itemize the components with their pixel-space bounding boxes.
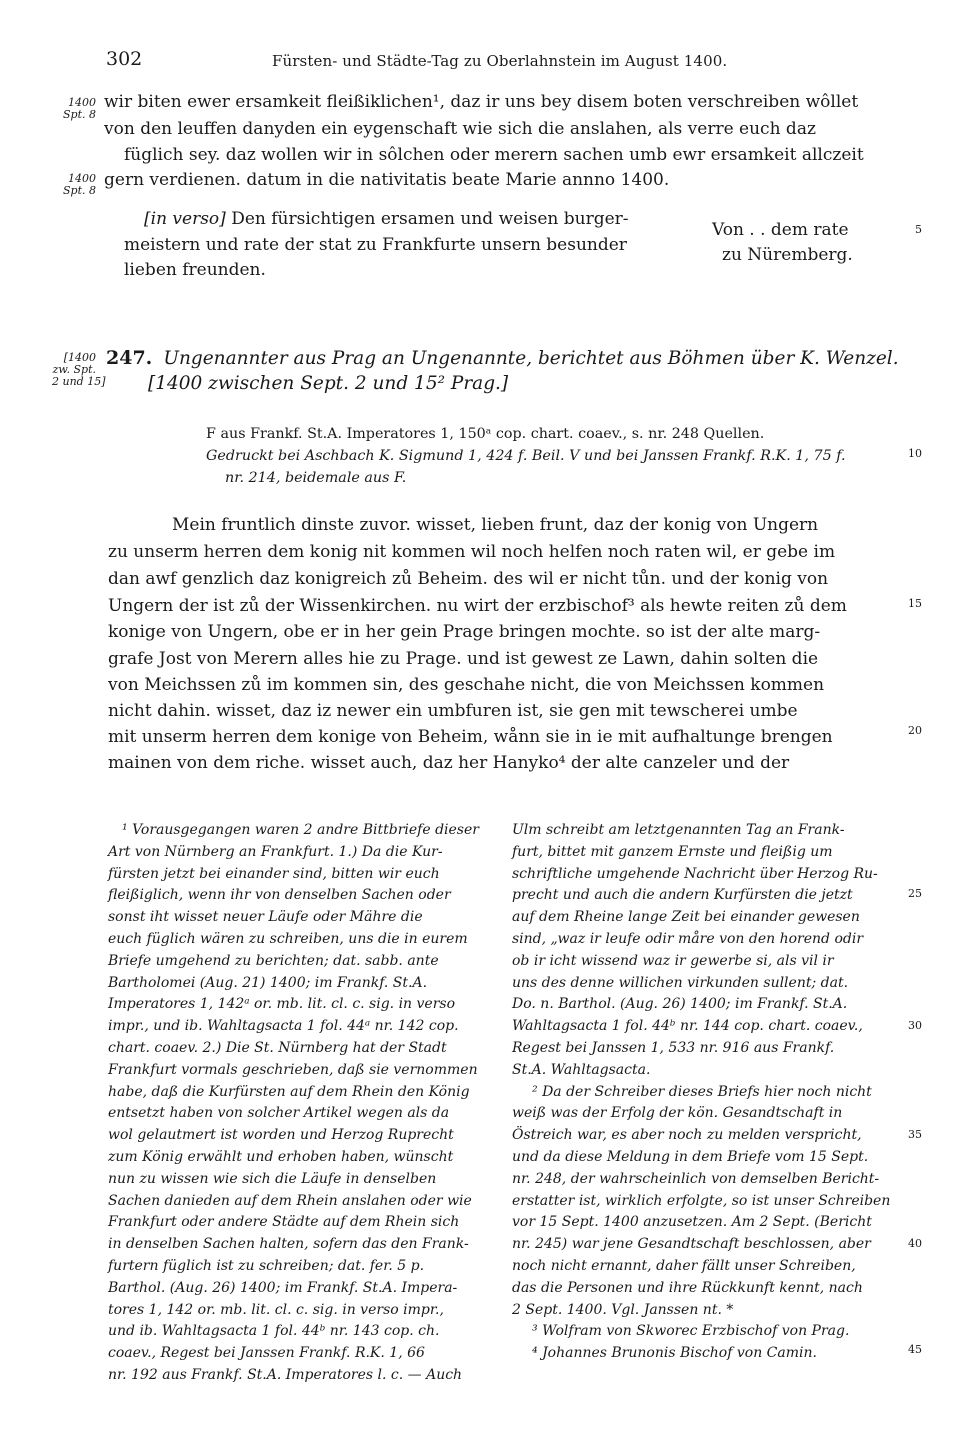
document-title: Ungenannter aus Prag an Ungenannte, berichtet aus Böhmen über K. Wenzel. (163, 348, 899, 369)
source-line: nr. 214, beidemale aus F. (225, 470, 407, 486)
footnote-line: nr. 248, der wahrscheinlich von demselben Bericht- (512, 1170, 880, 1187)
line-number: 30 (908, 1019, 922, 1032)
footnote-line: nr. 192 aus Frankf. St.A. Imperatores l. c. — Auch (108, 1367, 463, 1383)
document-number: 247. (106, 347, 153, 369)
footnote-line: ¹ Vorausgegangen waren 2 andre Bittbriefe dieser (122, 822, 479, 838)
footnote-line: und da diese Meldung in dem Briefe vom 15 Sept. (512, 1149, 869, 1165)
verso-label: [in verso] (144, 209, 226, 229)
letter-line: gern verdienen. datum in die nativitatis beate Marie annno 1400. (104, 170, 670, 190)
line-number: 45 (908, 1343, 922, 1356)
letter-line: von den leuffen danyden ein eygenschaft wie sich die anslahen, als verre euch daz (104, 119, 816, 139)
footnote-line: auf dem Rheine lange Zeit bei einander gewesen (512, 909, 860, 926)
footnote-line: vor 15 Sept. 1400 anzusetzen. Am 2 Sept. (Bericht (512, 1214, 872, 1231)
margin-date-top (52, 97, 96, 121)
page-number: 302 (106, 48, 143, 70)
line-number: 40 (908, 1237, 922, 1250)
verso-line (144, 209, 629, 229)
line-number: 25 (908, 887, 922, 900)
document-text-line: Mein fruntlich dinste zuvor. wisset, lieben frunt, daz der konig von Ungern (172, 515, 819, 535)
sender-line: Von . . dem rate (712, 220, 849, 240)
verso-line: meistern und rate der stat zu Frankfurte unsern besunder (124, 235, 627, 255)
footnote-line: chart. coaev. 2.) Die St. Nürnberg hat der Stadt (108, 1040, 447, 1056)
margin-date-year: 1400 (68, 96, 96, 109)
footnote-line: Imperatores 1, 142ᵃ or. mb. lit. cl. c. sig. in verso (108, 996, 456, 1013)
line-number: 15 (908, 597, 922, 610)
margin-date-year: [1400 (63, 351, 96, 364)
footnote-line: uns des denne willichen virkunden sullent; dat. (512, 974, 849, 991)
document-text-line: konige von Ungern, obe er in her gein Prage bringen mochte. so ist der alte marg- (108, 622, 821, 642)
footnote-line: ³ Wolfram von Skworec Erzbischof von Prag. (532, 1323, 850, 1340)
sender-line: zu Nüremberg. (722, 245, 853, 265)
margin-date-day: Spt. 8 (63, 108, 96, 121)
footnote-line: weiß was der Erfolg der kön. Gesandtschaft in (512, 1105, 843, 1122)
footnote-line: furtern füglich ist zu schreiben; dat. fer. 5 p. (108, 1258, 425, 1274)
footnote-line: noch nicht ernannt, daher fällt unser Schreiben, (512, 1258, 856, 1274)
footnote-line: sind, „waz ir leufe odir måre von den horend odir (512, 931, 864, 947)
document-heading (106, 347, 899, 369)
footnote-line: das die Personen und ihre Rückkunft kennt, nach (512, 1279, 863, 1296)
footnote-line: tores 1, 142 or. mb. lit. cl. c. sig. in verso impr., (108, 1301, 444, 1318)
margin-date-doc247 (52, 351, 106, 388)
margin-date-day: Spt. 8 (63, 184, 96, 197)
footnote-line: zum König erwählt und erhoben haben, wünscht (108, 1149, 454, 1165)
document-text-line: zu unserm herren dem konig nit kommen wil noch helfen noch raten wil, er gebe im (108, 542, 836, 562)
document-text-line: dan awf genzlich daz konigreich zů Beheim. des wil er nicht tůn. und der konig von (108, 569, 829, 589)
margin-date-year: 1400 (68, 172, 96, 185)
footnote-line: ob ir icht wissend waz ir gewerbe si, als vil ir (512, 952, 834, 969)
footnote-line: Bartholomei (Aug. 21) 1400; im Frankf. St.A. (108, 974, 428, 991)
footnote-line: habe, daß die Kurfürsten auf dem Rhein den König (108, 1083, 470, 1100)
footnote-line: euch füglich wären zu schreiben, uns die in eurem (108, 931, 468, 947)
line-number: 5 (915, 223, 922, 236)
verso-text: Den fürsichtigen ersamen und weisen burger- (231, 209, 629, 229)
letter-line: füglich sey. daz wollen wir in sôlchen oder merern sachen umb ewr ersamkeit allczeit (124, 145, 864, 165)
footnote-line: precht und auch die andern Kurfürsten die jetzt (512, 887, 853, 904)
footnote-line: in denselben Sachen halten, sofern das den Frank- (108, 1236, 469, 1253)
footnote-line: furt, bittet mit ganzem Ernste und fleißig um (512, 843, 833, 860)
margin-date-mid (52, 173, 96, 197)
footnote-line: fürsten jetzt bei einander sind, bitten wir euch (108, 865, 440, 882)
footnote-line: schriftliche umgehende Nachricht über Herzog Ru- (512, 865, 878, 882)
footnote-line: 2 Sept. 1400. Vgl. Janssen nt. * (512, 1301, 734, 1318)
footnote-line: Barthol. (Aug. 26) 1400; im Frankf. St.A. Impera- (108, 1279, 458, 1296)
footnote-line: Briefe umgehend zu berichten; dat. sabb. ante (108, 952, 439, 969)
footnote-line: ² Da der Schreiber dieses Briefs hier noch nicht (532, 1083, 872, 1100)
footnote-line: Frankfurt oder andere Städte auf dem Rhein sich (108, 1214, 460, 1231)
footnote-line: erstatter ist, wirklich erfolgte, so ist unser Schreiben (512, 1192, 891, 1209)
document-text-line: Ungern der ist zů der Wissenkirchen. nu wirt der erzbischof³ als hewte reiten zů dem (108, 596, 847, 616)
margin-date-range: zw. Spt. (52, 363, 96, 376)
footnote-line: Wahltagsacta 1 fol. 44ᵇ nr. 144 cop. chart. coaev., (512, 1018, 863, 1035)
line-number: 35 (908, 1128, 922, 1141)
footnote-line: Östreich war, es aber noch zu melden verspricht, (512, 1127, 862, 1144)
margin-date-range: 2 und 15] (52, 375, 106, 388)
footnote-line: nr. 245) war jene Gesandtschaft beschlossen, aber (512, 1236, 871, 1253)
footnote-line: sonst iht wisset neuer Läufe oder Mähre die (108, 909, 423, 926)
document-date-place: [1400 zwischen Sept. 2 und 15² Prag.] (148, 373, 509, 394)
footnote-line: Do. n. Barthol. (Aug. 26) 1400; im Frankf. St.A. (512, 996, 848, 1013)
document-text-line: nicht dahin. wisset, daz iz newer ein umbfuren ist, sie gen mit tewscherei umbe (108, 701, 798, 721)
footnote-line: wol gelautmert ist worden und Herzog Ruprecht (108, 1127, 454, 1144)
footnote-line: ⁴ Johannes Brunonis Bischof von Camin. (532, 1345, 817, 1362)
footnote-line: Frankfurt vormals geschrieben, daß sie vernommen (108, 1061, 478, 1078)
footnote-line: entsetzt haben von solcher Artikel wegen als da (108, 1105, 450, 1122)
footnote-line: fleißiglich, wenn ihr von denselben Sachen oder (108, 887, 451, 904)
running-title: Fürsten- und Städte-Tag zu Oberlahnstein im August 1400. (272, 52, 728, 70)
footnote-line: nun zu wissen wie sich die Läufe in denselben (108, 1170, 437, 1187)
document-text-line: mit unserm herren dem konige von Beheim, wånn sie in ie mit aufhaltunge brengen (108, 727, 833, 747)
source-line: F aus Frankf. St.A. Imperatores 1, 150ᵃ cop. chart. coaev., s. nr. 248 Quellen. (206, 426, 765, 442)
letter-line: wir biten ewer ersamkeit fleißiklichen¹, daz ir uns bey disem boten verschreiben wôllet (104, 92, 859, 112)
document-text-line: grafe Jost von Merern alles hie zu Prage. und ist gewest ze Lawn, dahin solten die (108, 649, 819, 669)
line-number: 20 (908, 724, 922, 737)
verso-line: lieben freunden. (124, 260, 266, 280)
footnote-line: St.A. Wahltagsacta. (512, 1061, 651, 1078)
footnote-line: und ib. Wahltagsacta 1 fol. 44ᵇ nr. 143 cop. ch. (108, 1323, 440, 1340)
footnote-line: coaev., Regest bei Janssen Frankf. R.K. 1, 66 (108, 1345, 425, 1362)
line-number: 10 (908, 447, 922, 460)
footnote-line: Sachen danieden auf dem Rhein anslahen oder wie (108, 1192, 472, 1209)
source-line: Gedruckt bei Aschbach K. Sigmund 1, 424 f. Beil. V und bei Janssen Frankf. R.K. 1, 75 f. (206, 448, 846, 464)
document-text-line: mainen von dem riche. wisset auch, daz her Hanyko⁴ der alte canzeler und der (108, 753, 790, 773)
footnote-line: impr., und ib. Wahltagsacta 1 fol. 44ᵃ nr. 142 cop. (108, 1018, 459, 1035)
footnote-line: Art von Nürnberg an Frankfurt. 1.) Da die Kur- (108, 843, 443, 860)
footnote-line: Regest bei Janssen 1, 533 nr. 916 aus Frankf. (512, 1040, 835, 1056)
document-text-line: von Meichssen zů im kommen sin, des geschahe nicht, die von Meichssen kommen (108, 675, 825, 695)
footnote-line: Ulm schreibt am letztgenannten Tag an Frank- (512, 822, 845, 838)
